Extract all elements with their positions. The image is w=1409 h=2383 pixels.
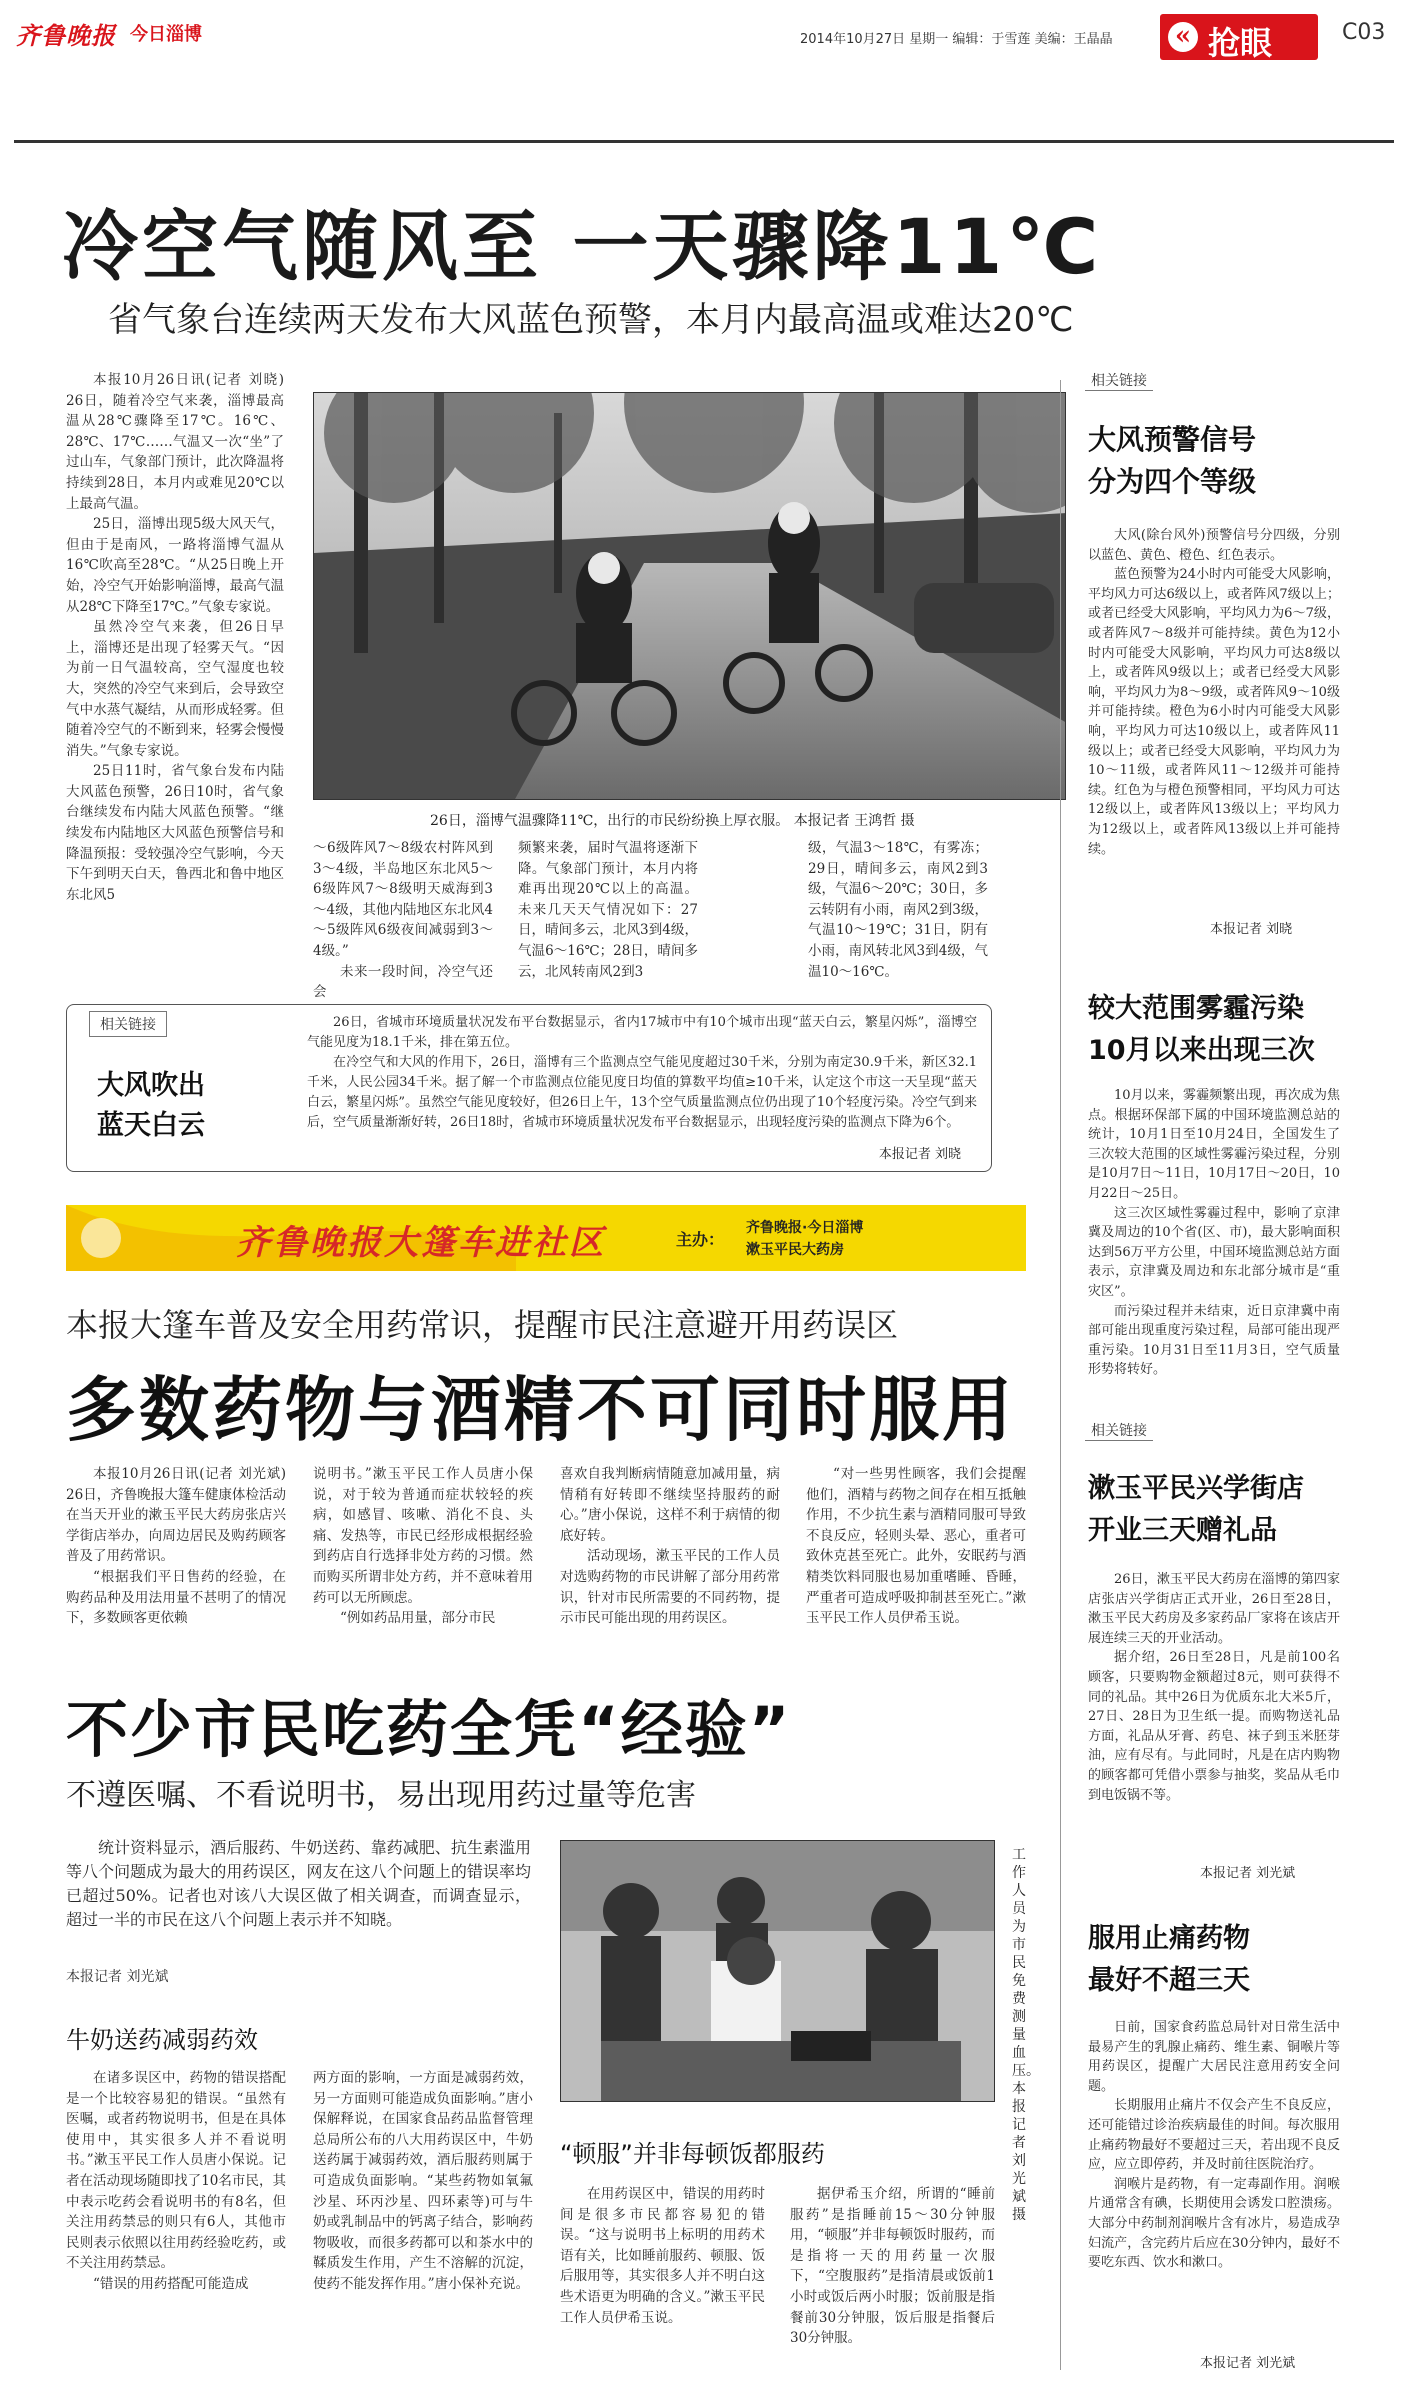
drug2-sub2-col2: [790, 2184, 995, 2349]
right1-byline: 本报记者 刘晓: [1210, 922, 1293, 937]
right3-headline-1: 漱玉平民兴学街店: [1088, 1473, 1304, 1504]
drug2-photo-image: [561, 1841, 995, 2102]
right1-headline-1: 大风预警信号: [1088, 423, 1257, 456]
drug1-col2-p1: 说明书。”漱玉平民工作人员唐小保说，对于较为普通而症状较轻的疾病，如感冒、咳嗽、消化不良、头痛、发热等，市民已经形成根据经验到药店自行选择非处方药的习惯。然而购买所谓非处方药，并不意味着用药可以无所顾虑。: [313, 1466, 533, 1606]
drug2-sub2-col2-p1: 据伊希玉介绍，所谓的“睡前服药”是指睡前15～30分钟服用，“顿服”并非每顿饭时服药，而是指将一天的用药量一次服下，“空腹服药”是指清晨或饭前1小时或饭后两小时服；饭前服是指餐前30分钟服，饭后服是指餐后30分钟服。: [790, 2186, 995, 2347]
drug2-subheadline: 不遵医嘱、不看说明书，易出现用药过量等危害: [66, 1778, 696, 1813]
right1-headline-2: 分为四个等级: [1088, 465, 1257, 498]
right4-p3: 润喉片是药物，有一定毒副作用。润喉片通常含有碘，长期使用会诱发口腔溃疡。大部分中药制剂润喉片含有冰片，易造成孕妇流产，含完药片后应在30分钟内，最好不要吃东西、饮水和漱口。: [1088, 2176, 1340, 2271]
drug1-col3: [560, 1464, 780, 1629]
drug2-photo: [560, 1840, 995, 2102]
masthead-rule: [14, 140, 1394, 143]
banner-host-label: 主办：: [676, 1230, 725, 1249]
lead-col1-p3: 虽然冷空气来袭，但26日早上，淄博还是出现了轻雾天气。“因为前一日气温较高，空气湿度也较大，突然的冷空气来到后，会导致空气中水蒸气凝结，从而形成轻雾。但随着冷空气的不断到来，轻雾会慢慢消失。”气象专家说。: [66, 619, 284, 759]
right4-headline-1: 服用止痛药物: [1088, 1923, 1250, 1954]
drug2-intro: 统计资料显示，酒后服药、牛奶送药、靠药减肥、抗生素滥用等八个问题成为最大的用药误区，网友在这八个问题上的错误率均已超过50%。记者也对该八大误区做了相关调查，而调查显示，超过一半的市民在这八个问题上表示并不知晓。: [66, 1838, 531, 1929]
drug1-col4-p1: “对一些男性顾客，我们会提醒他们，酒精与药物之间存在相互抵触作用，不少抗生素与酒精同服可导致不良反应，轻则头晕、恶心，重者可致休克甚至死亡。此外，安眠药与酒精类饮料同服也易加重嗜睡、昏睡，严重者可造成呼吸抑制甚至死亡。”漱玉平民工作人员伊希玉说。: [806, 1466, 1026, 1627]
drug2-sub1-col2: [313, 2068, 533, 2295]
banner: [66, 1205, 1026, 1271]
drug2-sub1-col1-p1: 在诸多误区中，药物的错误搭配是一个比较容易犯的错误。“虽然有医嘱，或者药物说明书，但是在具体使用中，其实很多人并不看说明书。”漱玉平民工作人员唐小保说。记者在活动现场随即找了10名市民，其中表示吃药会看说明书的有8名，但关注用药禁忌的则只有6人，其他市民则表示依照以往用药经验吃药，或不关注用药禁忌。: [66, 2070, 286, 2272]
masthead: [0, 0, 1409, 80]
masthead-logo: 齐鲁晚报: [16, 21, 116, 50]
related-box-1-p2: 在冷空气和大风的作用下，26日，淄博有三个监测点空气能见度超过30千米，分别为南定30.9千米，新区32.1千米，人民公园34千米。据了解一个市监测点位能见度日均值的算数平均值≥10千米，认定这个市这一天呈现“蓝天白云，繁星闪烁”。虽然空气能见度较好，但26日上午，13个空气质量监测点位仍出现了10个轻度污染。冷空气到来后，空气质量渐渐好转，26日18时，省城市环境质量状况发布平台数据显示，出现轻度污染的监测点下降为6个。: [307, 1055, 977, 1130]
drug1-col2: [313, 1464, 533, 1629]
lead-col1-p1: 本报10月26日讯(记者 刘晓) 26日，随着冷空气来袭，淄博最高温从28℃骤降至17℃。16℃、28℃、17℃……气温又一次“坐”了过山车，气象部门预计，此次降温将持续到28日，本月内或难见20℃以上最高气温。: [66, 372, 284, 512]
right3-body: [1088, 1570, 1340, 1805]
drug2-photo-caption: 工作人员为市民免费测量血压。 本报记者 刘光斌 摄: [1012, 1847, 1040, 2223]
right3-headline-2: 开业三天赠礼品: [1088, 1515, 1277, 1546]
drug1-col1-p2: “根据我们平日售药的经验，在购药品种及用法用量不甚明了的情况下，多数顾客更依赖: [66, 1568, 286, 1627]
drug2-sub2-title: “顿服”并非每顿饭都服药: [560, 2140, 825, 2168]
section-badge: [1160, 14, 1318, 60]
right3-p1: 26日，漱玉平民大药房在淄博的第四家店张店兴学街店正式开业，26日至28日，漱玉平民大药房及多家药品厂家将在该店开展连续三天的开业活动。: [1088, 1572, 1340, 1646]
right2-p2: 这三次区域性雾霾过程中，影响了京津冀及周边的10个省(区、市)，最大影响面积达到56万平方公里，中国环境监测总站方面表示，京津冀及周边和东北部分城市是“重灾区”。: [1088, 1205, 1340, 1299]
right2-p1: 10月以来，雾霾频繁出现，再次成为焦点。根据环保部下属的中国环境监测总站的统计，10月1日至10月24日，全国发生了三次较大范围的区域性雾霾污染过程，分别是10月7日～11日，10月17日～20日，10月22日～25日。: [1088, 1088, 1340, 1201]
right3-label: 相关链接: [1085, 1420, 1153, 1441]
masthead-date: 2014年10月27日 星期一 编辑：于雪莲 美编：王晶晶: [800, 32, 1113, 47]
lead-col1-p2: 25日，淄博出现5级大风天气，但由于是南风，一路将淄博气温从16℃吹高至28℃。“从25日晚上开始，冷空气开始影响淄博，最高气温从28℃下降至17℃。”气象专家说。: [66, 516, 284, 615]
right2-headline-2: 10月以来出现三次: [1088, 1035, 1315, 1066]
lead-col3: [518, 838, 698, 982]
drug2-sub2-col1-p1: 在用药误区中，错误的用药时间是很多市民都容易犯的错误。“这与说明书上标明的用药术语有关，比如睡前服药、顿服、饭后服用等，其实很多人并不明白这些术语更为明确的含义。”漱玉平民工作人员伊希玉说。: [560, 2186, 765, 2326]
lead-photo-image: [314, 393, 1066, 800]
related-box-1-body: [307, 1013, 977, 1133]
lead-col2: [313, 838, 493, 1003]
drug1-col3-p1: 喜欢自我判断病情随意加减用量，病情稍有好转即不继续坚持服药的耐心。”唐小保说，这样不利于病情的彻底好转。: [560, 1466, 780, 1544]
lead-photo: [313, 392, 1066, 800]
lead-headline: 冷空气随风至 一天骤降11℃: [62, 202, 1103, 291]
section-name: 抢眼: [1208, 24, 1273, 62]
right2-body: [1088, 1086, 1340, 1380]
banner-host-2: 漱玉平民大药房: [746, 1242, 844, 1258]
drug2-sub2-col1: [560, 2184, 765, 2328]
right4-p1: 日前，国家食药监总局针对日常生活中最易产生的乳腺止痛药、维生素、铜喉片等用药误区，提醒广大居民注意用药安全问题。: [1088, 2020, 1340, 2094]
drug1-kicker: 本报大篷车普及安全用药常识，提醒市民注意避开用药误区: [66, 1306, 899, 1344]
right1-label: 相关链接: [1085, 370, 1153, 391]
lead-photo-caption: 26日，淄博气温骤降11℃，出行的市民纷纷换上厚衣服。 本报记者 王鸿哲 摄: [430, 813, 915, 829]
right1-p2: 蓝色预警为24小时内可能受大风影响，平均风力可达6级以上，或者阵风7级以上；或者已经受大风影响，平均风力为6～7级，或者阵风7～8级并可能持续。黄色为12小时内可能受大风影响，平均风力可达8级以上，或者阵风9级以上；或者已经受大风影响，平均风力为8～9级，或者阵风9～10级并可能持续。橙色为6小时内可能受大风影响，平均风力可达10级以上，或者阵风11级以上；或者已经受大风影响，平均风力为10～11级，或者阵风11～12级并可能持续。红色为与橙色预警相同，平均风力可达12级以上，或者阵风13级以上；平均风力为12级以上，或者阵风13级以上并可能持续。: [1088, 567, 1340, 857]
banner-title: 齐鲁晚报大篷车进社区: [236, 1223, 606, 1263]
drug1-headline: 多数药物与酒精不可同时服用: [66, 1369, 1015, 1451]
lead-col1: [66, 370, 284, 905]
related-box-1-byline: 本报记者 刘晓: [878, 1147, 961, 1162]
related-box-1-headline-1: 大风吹出: [97, 1070, 205, 1101]
lead-col2-p2: 未来一段时间，冷空气还会: [313, 963, 493, 1001]
drug2-sub1-col2-p1: 两方面的影响，一方面是减弱药效，另一方面则可能造成负面影响。”唐小保解释说，在国家食品药品监督管理总局所公布的八大用药误区中，牛奶送药属于减弱药效，酒后服药则属于可造成负面影响。“某些药物如氧氟沙星、环丙沙星、四环素等)可与牛奶或乳制品中的钙离子结合，影响药物吸收，而很多药都可以和茶水中的鞣质发生作用，产生不溶解的沉淀，使药不能发挥作用。”唐小保补充说。: [313, 2070, 533, 2292]
drug1-col2-p2: “例如药品用量，部分市民: [340, 1610, 496, 1627]
related-box-1: [66, 1004, 992, 1172]
related-box-1-p1: 26日，省城市环境质量状况发布平台数据显示，省内17城市中有10个城市出现“蓝天白云，繁星闪烁”，淄博空气能见度为18.1千米，排在第五位。: [307, 1015, 977, 1050]
right1-p1: 大风(除台风外)预警信号分四级，分别以蓝色、黄色、橙色、红色表示。: [1088, 528, 1340, 563]
banner-host-1: 齐鲁晚报·今日淄博: [746, 1220, 864, 1236]
drug2-sub1-col1-p2: “错误的用药搭配可能造成: [93, 2275, 249, 2292]
drug1-col4: [806, 1464, 1026, 1629]
section-badge-icon: «: [1168, 22, 1198, 52]
right2-p3: 而污染过程并未结束，近日京津冀中南部可能出现重度污染过程，局部可能出现严重污染。10月31日至11月3日，空气质量形势将转好。: [1088, 1303, 1340, 1378]
right4-headline-2: 最好不超三天: [1088, 1965, 1250, 1996]
right2-headline-1: 较大范围雾霾污染: [1088, 993, 1304, 1024]
drug2-sub1-col1: [66, 2068, 286, 2295]
right4-p2: 长期服用止痛片不仅会产生不良反应，还可能错过诊治疾病最佳的时间。每次服用止痛药物最好不要超过三天，若出现不良反应，应立即停药，并及时前往医院治疗。: [1088, 2098, 1340, 2173]
sidebar-divider: [1060, 380, 1061, 2370]
drug1-col3-p2: 活动现场，漱玉平民的工作人员对选购药物的市民讲解了部分用药常识，针对市民所需要的不同药物，提示市民可能出现的用药误区。: [560, 1548, 780, 1627]
page-number: C03: [1342, 20, 1386, 45]
drug1-col1-p1: 本报10月26日讯(记者 刘光斌) 26日，齐鲁晚报大篷车健康体检活动在当天开业的漱玉平民大药房张店兴学街店举办，向周边居民及购药顾客普及了用药常识。: [66, 1466, 286, 1565]
lead-col4-p1: 级，气温3～18℃，有雾冻；29日，晴间多云，南风2到3级，气温6～20℃；30日，多云转阴有小雨，南风2到3级，气温10～19℃；31日，阴有小雨，南风转北风3到4级，气温10～16℃。: [808, 840, 988, 980]
masthead-logo-sub: 今日淄博: [130, 24, 202, 45]
right3-p2: 据介绍，26日至28日，凡是前100名顾客，只要购物金额超过8元，则可获得不同的礼品。其中26日为优质东北大米5斤，27日、28日为卫生纸一提。而购物送礼品方面，礼品从牙膏、药皂、袜子到玉米胚芽油，应有尽有。与此同时，凡是在店内购物的顾客都可凭借小票参与抽奖，奖品从毛巾到电饭锅不等。: [1088, 1650, 1340, 1803]
lead-col2-p1: ～6级阵风7～8级农村阵风到3～4级，半岛地区东北风5～6级阵风7～8级明天威海到3～4级，其他内陆地区东北风4～5级阵风6级夜间减弱到3～4级。”: [313, 840, 493, 959]
drug1-col1: [66, 1464, 286, 1629]
right4-body: [1088, 2018, 1340, 2273]
lead-col1-p4: 25日11时，省气象台发布内陆大风蓝色预警，26日10时，省气象台继续发布内陆大风蓝色预警。“继续发布内陆地区大风蓝色预警信号和降温预报：受较强冷空气影响，今天下午到明天白天，鲁西北和鲁中地区东北风5: [66, 763, 284, 903]
drug2-sub1-title: 牛奶送药减弱药效: [66, 2026, 258, 2054]
lead-subheadline: 省气象台连续两天发布大风蓝色预警，本月内最高温或难达20℃: [108, 300, 1074, 340]
right1-body: [1088, 526, 1340, 859]
related-box-1-headline-2: 蓝天白云: [97, 1110, 205, 1141]
right4-byline: 本报记者 刘光斌: [1200, 2356, 1296, 2371]
drug2-byline: 本报记者 刘光斌: [66, 1969, 169, 1985]
related-box-1-label: 相关链接: [89, 1011, 167, 1037]
drug2-headline: 不少市民吃药全凭“经验”: [66, 1693, 792, 1766]
lead-col4: [808, 838, 988, 982]
right3-byline: 本报记者 刘光斌: [1200, 1866, 1296, 1881]
lead-col3-p1: 频繁来袭，届时气温将逐渐下降。气象部门预计，本月内将难再出现20℃以上的高温。未来几天天气情况如下：27日，晴间多云，北风3到4级，气温6～16℃；28日，晴间多云，北风转南风2到3: [518, 840, 698, 980]
